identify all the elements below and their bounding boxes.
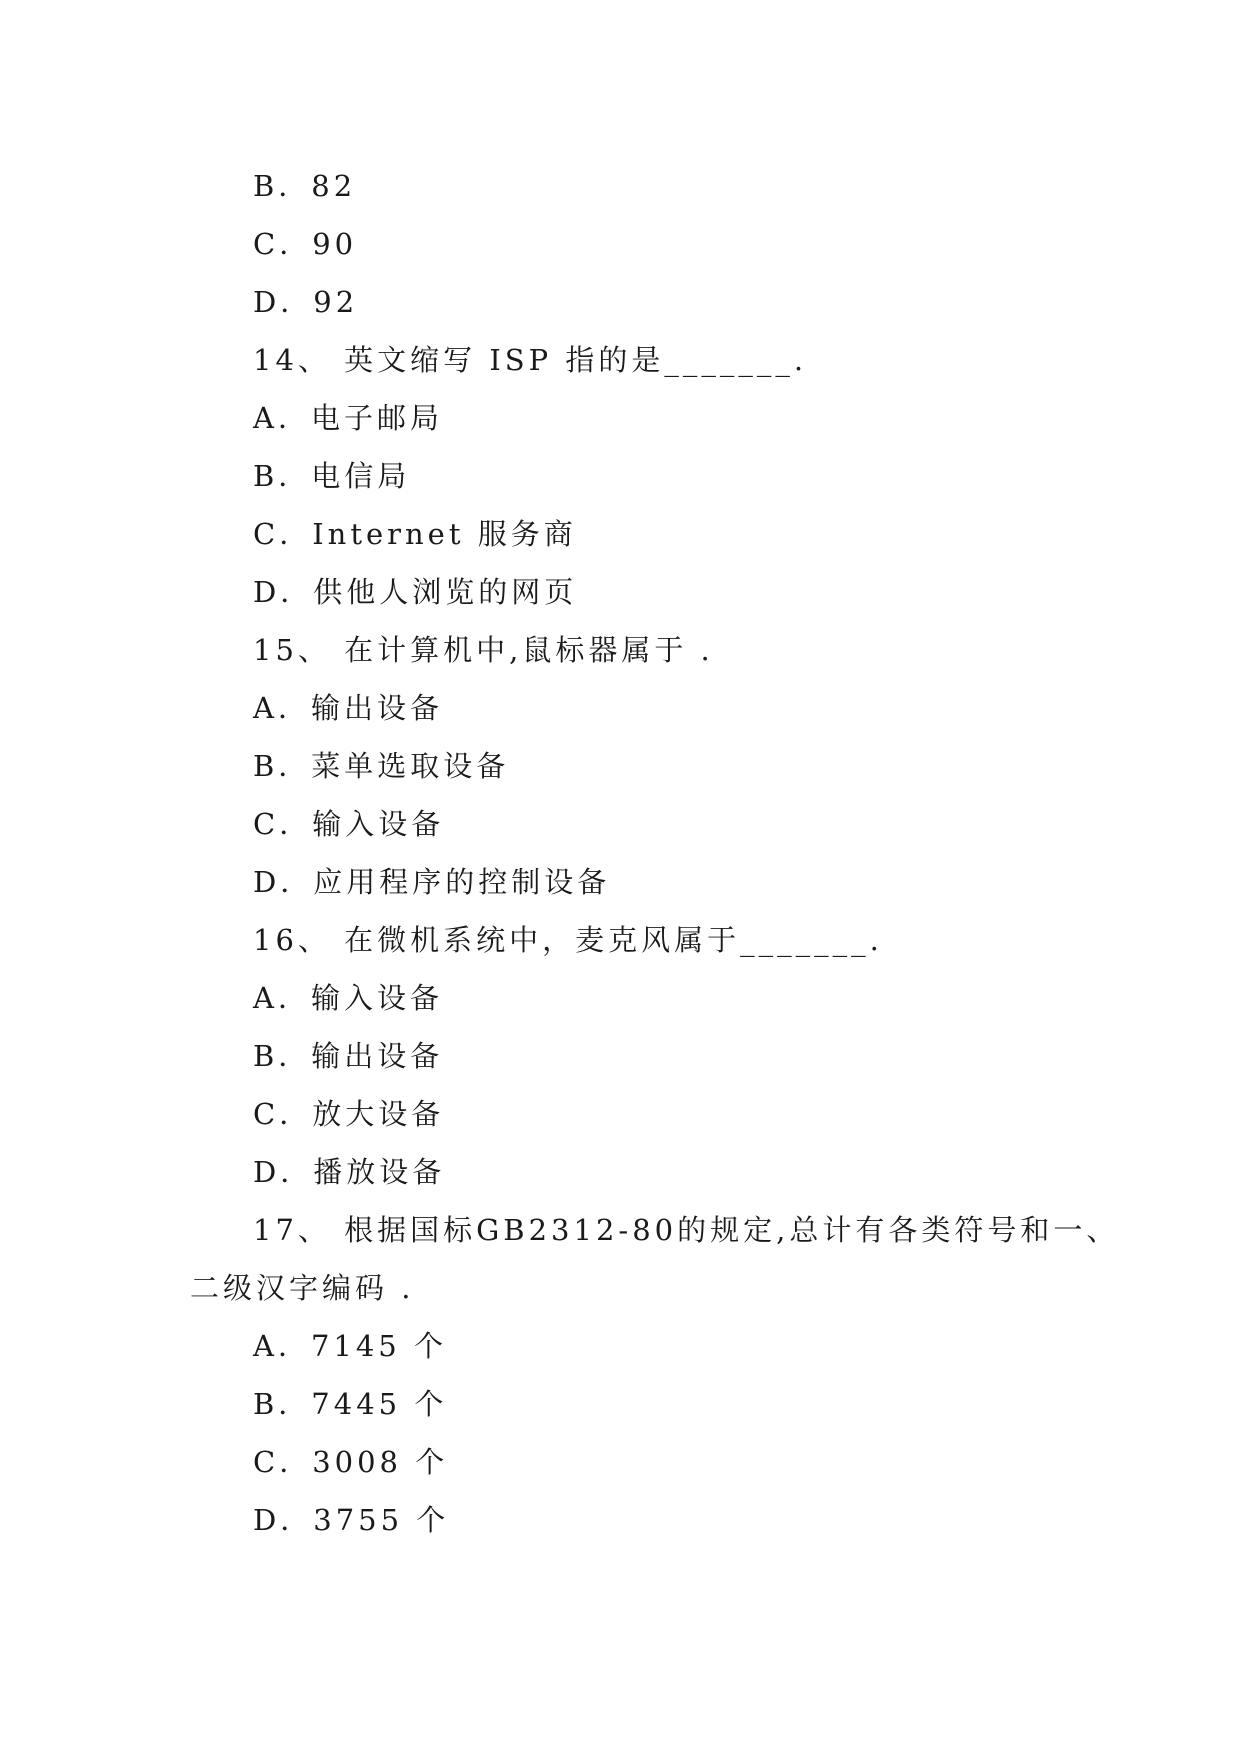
q16-option-b: B．输出设备 <box>253 1039 444 1073</box>
question-17: 17、 根据国标GB2312-80的规定,总计有各类符号和一、 <box>253 1213 1120 1247</box>
q15-option-a: A．输出设备 <box>253 691 443 725</box>
q14-option-d: D．供他人浏览的网页 <box>253 575 578 609</box>
q15-option-b: B．菜单选取设备 <box>253 749 510 783</box>
q14-option-c: C．Internet 服务商 <box>253 517 577 551</box>
q16-option-a: A．输入设备 <box>253 981 443 1015</box>
q15-option-d: D．应用程序的控制设备 <box>253 865 611 899</box>
question-16: 16、 在微机系统中，麦克风属于_______. <box>253 923 883 957</box>
q17-option-d: D．3755 个 <box>253 1503 450 1537</box>
q17-option-a: A．7145 个 <box>253 1329 447 1363</box>
q16-option-d: D．播放设备 <box>253 1155 446 1189</box>
q17-option-b: B．7445 个 <box>253 1387 448 1421</box>
question-17-continued: 二级汉字编码 . <box>190 1271 415 1305</box>
question-14: 14、 英文缩写 ISP 指的是_______. <box>253 343 808 377</box>
question-15: 15、 在计算机中,鼠标器属于 . <box>253 633 714 667</box>
q13-option-b: B．82 <box>253 169 357 203</box>
q15-option-c: C．输入设备 <box>253 807 445 841</box>
q16-option-c: C．放大设备 <box>253 1097 445 1131</box>
q14-option-a: A．电子邮局 <box>253 401 443 435</box>
q14-option-b: B．电信局 <box>253 459 411 493</box>
q13-option-d: D．92 <box>253 285 359 319</box>
q13-option-c: C．90 <box>253 227 358 261</box>
q17-option-c: C．3008 个 <box>253 1445 449 1479</box>
